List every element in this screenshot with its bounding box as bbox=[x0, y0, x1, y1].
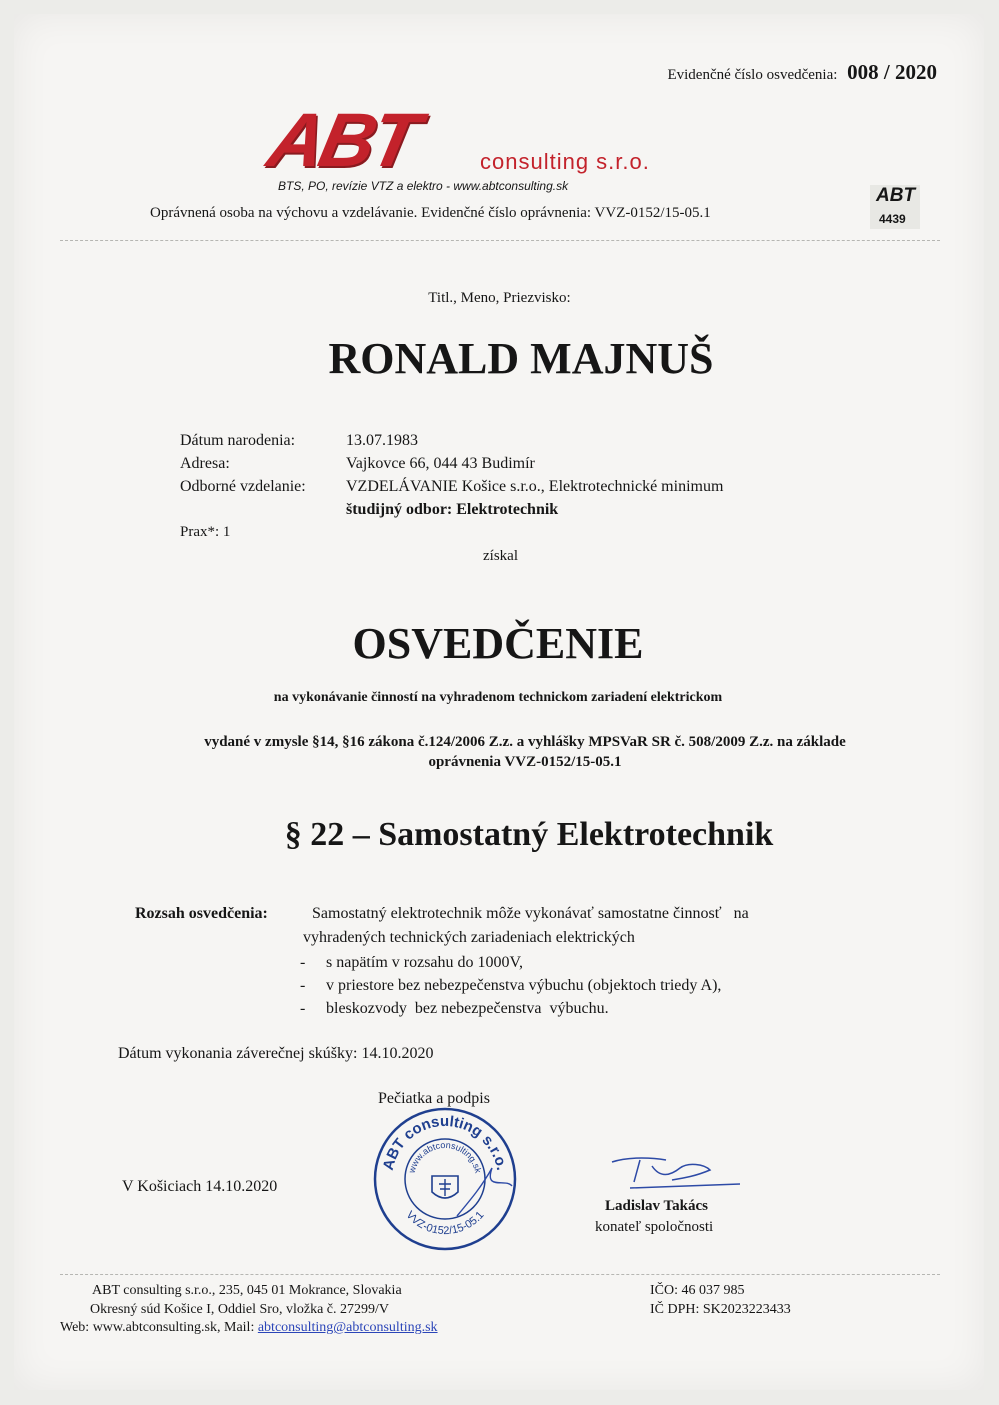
signer-role: konateľ spoločnosti bbox=[595, 1219, 714, 1235]
place-and-date: V Košiciach 14.10.2020 bbox=[122, 1178, 278, 1195]
education-value: VZDELÁVANIE Košice s.r.o., Elektrotechnické minimum bbox=[346, 478, 724, 495]
legal-basis-line1: vydané v zmysle §14, §16 zákona č.124/2006 Z.z. a vyhlášky MPSVaR SR č. 508/2009 Z.z. na základe bbox=[204, 734, 846, 750]
logo-letters: ABT bbox=[260, 98, 424, 183]
evidence-number: 008 / 2020 bbox=[847, 60, 937, 84]
certificate-subtitle: na vykonávanie činností na vyhradenom technickom zariadení elektrickom bbox=[273, 690, 723, 705]
education-row bbox=[180, 478, 723, 496]
education-label: Odborné vzdelanie: bbox=[180, 478, 306, 495]
footer-address: ABT consulting s.r.o., 235, 045 01 Mokrance, Slovakia bbox=[92, 1283, 402, 1298]
footer-court: Okresný súd Košice I, Oddiel Sro, vložka č. 27299/V bbox=[90, 1302, 390, 1317]
bullet-dash: - bbox=[300, 954, 306, 971]
signer-name: Ladislav Takács bbox=[605, 1198, 708, 1214]
stamp-graphic bbox=[372, 1106, 518, 1252]
name-label: Titl., Meno, Priezvisko: bbox=[428, 290, 571, 306]
stamp-bottom-text: VVZ-0152/15-05.1 bbox=[403, 1209, 487, 1238]
evidence-number-line bbox=[667, 60, 937, 85]
stamp-top-text: ABT consulting s.r.o. bbox=[379, 1112, 511, 1172]
bullet-dash: - bbox=[300, 1000, 306, 1017]
scope-line1: Samostatný elektrotechnik môže vykonávať samostatne činnosť na bbox=[312, 905, 749, 922]
signature-scribble bbox=[600, 1148, 750, 1196]
footer-email-link[interactable]: abtconsulting@abtconsulting.sk bbox=[257, 1320, 438, 1335]
logo-tagline: BTS, PO, revízie VTZ a elektro - www.abtconsulting.sk bbox=[278, 179, 569, 193]
address-value: Vajkovce 66, 044 43 Budimír bbox=[346, 455, 535, 472]
scope-label: Rozsah osvedčenia: bbox=[135, 905, 268, 922]
address-label: Adresa: bbox=[180, 455, 230, 472]
exam-date: Dátum vykonania záverečnej skúšky: 14.10.2020 bbox=[118, 1045, 434, 1062]
scope-bullet: bleskozvody bez nebezpečenstva výbuchu. bbox=[326, 1000, 609, 1017]
practice: Prax*: 1 bbox=[180, 524, 231, 540]
logo-company-name: consulting s.r.o. bbox=[480, 149, 650, 174]
scope-bullet: v priestore bez nebezpečenstva výbuchu (objektoch triedy A), bbox=[326, 977, 722, 994]
footer-web: Web: www.abtconsulting.sk, Mail: bbox=[60, 1320, 258, 1335]
certificate-title: OSVEDČENIE bbox=[352, 619, 644, 668]
footer-divider bbox=[60, 1274, 940, 1275]
coat-of-arms-icon bbox=[432, 1176, 458, 1198]
svg-text:VVZ-0152/15-05.1 bbox=[403, 1209, 486, 1237]
footer-ico: IČO: 46 037 985 bbox=[650, 1283, 745, 1298]
birth-value: 13.07.1983 bbox=[346, 432, 418, 449]
scope-bullet: s napätím v rozsahu do 1000V, bbox=[326, 954, 524, 971]
footer-contact bbox=[60, 1320, 438, 1336]
header-divider bbox=[60, 240, 940, 241]
birth-label: Dátum narodenia: bbox=[180, 432, 296, 449]
footer-dic: IČ DPH: SK2023223433 bbox=[650, 1302, 791, 1317]
bullet-dash: - bbox=[300, 977, 306, 994]
person-name: RONALD MAJNUŠ bbox=[328, 334, 714, 383]
evidence-label: Evidenčné číslo osvedčenia: bbox=[667, 67, 838, 83]
obtained-text: získal bbox=[483, 548, 518, 564]
company-stamp bbox=[372, 1106, 518, 1252]
legal-basis-line2: oprávnenia VVZ-0152/15-05.1 bbox=[428, 754, 622, 770]
svg-text:www.abtconsulting.sk bbox=[406, 1140, 483, 1175]
stamp-inner-text: www.abtconsulting.sk bbox=[406, 1139, 484, 1175]
stamp-label: Pečiatka a podpis bbox=[378, 1090, 490, 1107]
authorization-line: Oprávnená osoba na výchovu a vzdelávanie. Evidenčné číslo oprávnenia: VVZ-0152/15-05.1 bbox=[150, 205, 711, 221]
badge-letters: ABT bbox=[876, 185, 916, 206]
study-field: študijný odbor: Elektrotechnik bbox=[346, 501, 559, 518]
address-row bbox=[180, 455, 535, 473]
birth-row bbox=[180, 432, 418, 450]
company-logo bbox=[260, 98, 700, 200]
abt-badge bbox=[870, 185, 920, 229]
scope-line2: vyhradených technických zariadeniach elektrických bbox=[303, 929, 635, 946]
section-heading: § 22 – Samostatný Elektrotechnik bbox=[284, 816, 774, 853]
badge-number: 4439 bbox=[879, 212, 906, 226]
